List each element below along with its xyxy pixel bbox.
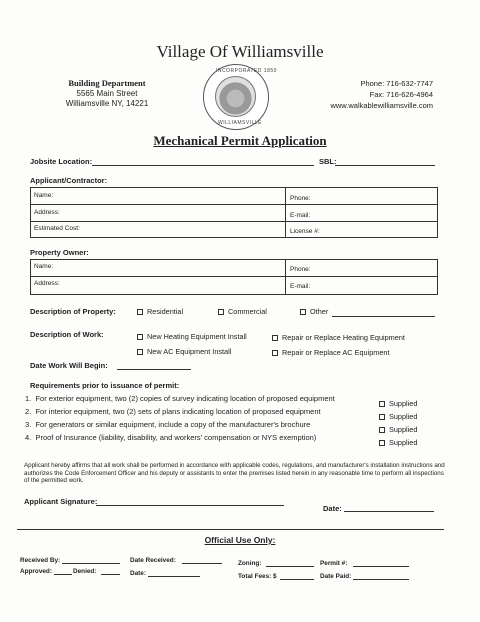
owner-name-field[interactable]: Name: (34, 263, 54, 270)
department-street: 5565 Main Street (76, 89, 138, 98)
owner-phone-field[interactable]: Phone: (290, 266, 311, 273)
checkbox-icon[interactable] (379, 427, 385, 433)
work-date-label: Date Work Will Begin: (30, 361, 108, 370)
applicant-heading: Applicant/Contractor: (30, 176, 108, 185)
contact-block (300, 78, 433, 111)
owner-table (30, 259, 438, 295)
signature-date-field[interactable] (344, 511, 434, 512)
official-date-field[interactable] (148, 576, 200, 577)
affirmation-text: Applicant hereby affirms that all work shall be performed in accordance with applicable codes, regulations, and manufacturer's installation instructions and authorizes the Code Enforcement Officer and his deputy or assistants to enter the premises listed herein in any reasonable time to perform all inspections of the permitted work. (24, 462, 445, 484)
estimated-cost-field[interactable]: Estimated Cost: (34, 225, 80, 232)
zoning-label: Zoning: (238, 560, 262, 567)
total-fees-field[interactable] (280, 579, 314, 580)
department-block (42, 78, 172, 109)
requirement-supplied-checkbox[interactable]: Supplied (379, 412, 417, 421)
owner-address-field[interactable]: Address: (34, 280, 60, 287)
contact-phone: Phone: 716-632-7747 (360, 79, 433, 88)
department-city: Williamsville NY, 14221 (65, 99, 149, 108)
work-new-ac-option[interactable]: New AC Equipment Install (137, 347, 231, 356)
village-title: Village Of Williamsville (156, 42, 324, 61)
property-other-option[interactable]: Other (300, 307, 328, 316)
checkbox-icon[interactable] (300, 309, 306, 315)
denied-label: Denied: (73, 568, 97, 575)
date-paid-label: Date Paid: (320, 573, 352, 580)
property-label: Description of Property: (30, 307, 116, 316)
applicant-phone-field[interactable]: Phone: (290, 195, 311, 202)
owner-heading: Property Owner: (30, 248, 89, 257)
signature-label: Applicant Signature: (24, 497, 98, 506)
requirement-supplied-checkbox[interactable]: Supplied (379, 438, 417, 447)
applicant-name-field[interactable]: Name: (34, 192, 54, 199)
permit-label: Permit #: (320, 560, 348, 567)
date-paid-field[interactable] (353, 579, 409, 580)
village-seal-icon (203, 64, 277, 130)
work-date-field[interactable] (117, 369, 191, 370)
permit-field[interactable] (353, 566, 409, 567)
work-new-heating-option[interactable]: New Heating Equipment Install (137, 332, 247, 341)
total-fees-label: Total Fees: $ (238, 573, 277, 580)
property-other-field[interactable] (332, 316, 435, 317)
jobsite-location-label: Jobsite Location: (30, 157, 93, 166)
checkbox-icon[interactable] (379, 440, 385, 446)
requirements-heading: Requirements prior to issuance of permit: (30, 381, 180, 390)
date-received-field[interactable] (182, 563, 222, 564)
zoning-field[interactable] (266, 566, 314, 567)
property-commercial-option[interactable]: Commercial (218, 307, 267, 316)
requirement-supplied-checkbox[interactable]: Supplied (379, 399, 417, 408)
seal-bottom-text: WILLIAMSVILLE (218, 120, 263, 126)
official-title: Official Use Only: (204, 535, 276, 545)
approved-label: Approved: (20, 568, 52, 575)
applicant-table (30, 187, 438, 238)
checkbox-icon[interactable] (272, 350, 278, 356)
checkbox-icon[interactable] (272, 335, 278, 341)
requirement-supplied-checkbox[interactable]: Supplied (379, 425, 417, 434)
official-date-label: Date: (130, 570, 146, 577)
signature-field[interactable] (96, 505, 284, 506)
sbl-label: SBL: (319, 157, 337, 166)
contact-fax: Fax: 716-626-4964 (369, 90, 433, 99)
work-repair-heating-option[interactable]: Repair or Replace Heating Equipment (272, 333, 405, 342)
approved-field[interactable] (54, 574, 72, 575)
checkbox-icon[interactable] (379, 414, 385, 420)
applicant-email-field[interactable]: E-mail: (290, 212, 311, 219)
checkbox-icon[interactable] (137, 334, 143, 340)
checkbox-icon[interactable] (137, 349, 143, 355)
requirement-item: 4. Proof of Insurance (liability, disability, and workers' compensation or NYS exemption) (25, 433, 317, 442)
form-title: Mechanical Permit Application (153, 133, 327, 148)
received-by-field[interactable] (62, 563, 120, 564)
applicant-address-field[interactable]: Address: (34, 209, 60, 216)
requirement-item: 3. For generators or similar equipment, include a copy of the manufacturer's brochure (25, 420, 311, 429)
contact-website[interactable]: www.walkablewilliamsville.com (330, 101, 433, 110)
checkbox-icon[interactable] (379, 401, 385, 407)
official-divider (17, 529, 444, 530)
signature-date-label: Date: (323, 504, 342, 513)
requirement-item: 1. For exterior equipment, two (2) copies of survey indicating location of proposed equipment (25, 394, 335, 403)
denied-field[interactable] (101, 574, 120, 575)
received-by-label: Received By: (20, 557, 61, 564)
sbl-field[interactable] (335, 165, 435, 166)
work-repair-ac-option[interactable]: Repair or Replace AC Equipment (272, 348, 389, 357)
requirement-item: 2. For interior equipment, two (2) sets of plans indicating location of proposed equipment (25, 407, 321, 416)
seal-top-text: INCORPORATED 1850 (216, 68, 277, 74)
owner-email-field[interactable]: E-mail: (290, 283, 311, 290)
date-received-label: Date Received: (130, 557, 176, 564)
property-residential-option[interactable]: Residential (137, 307, 183, 316)
work-label: Description of Work: (30, 330, 104, 339)
checkbox-icon[interactable] (137, 309, 143, 315)
jobsite-location-field[interactable] (92, 165, 314, 166)
checkbox-icon[interactable] (218, 309, 224, 315)
department-name: Building Department (68, 78, 146, 88)
license-field[interactable]: License #: (290, 228, 320, 235)
